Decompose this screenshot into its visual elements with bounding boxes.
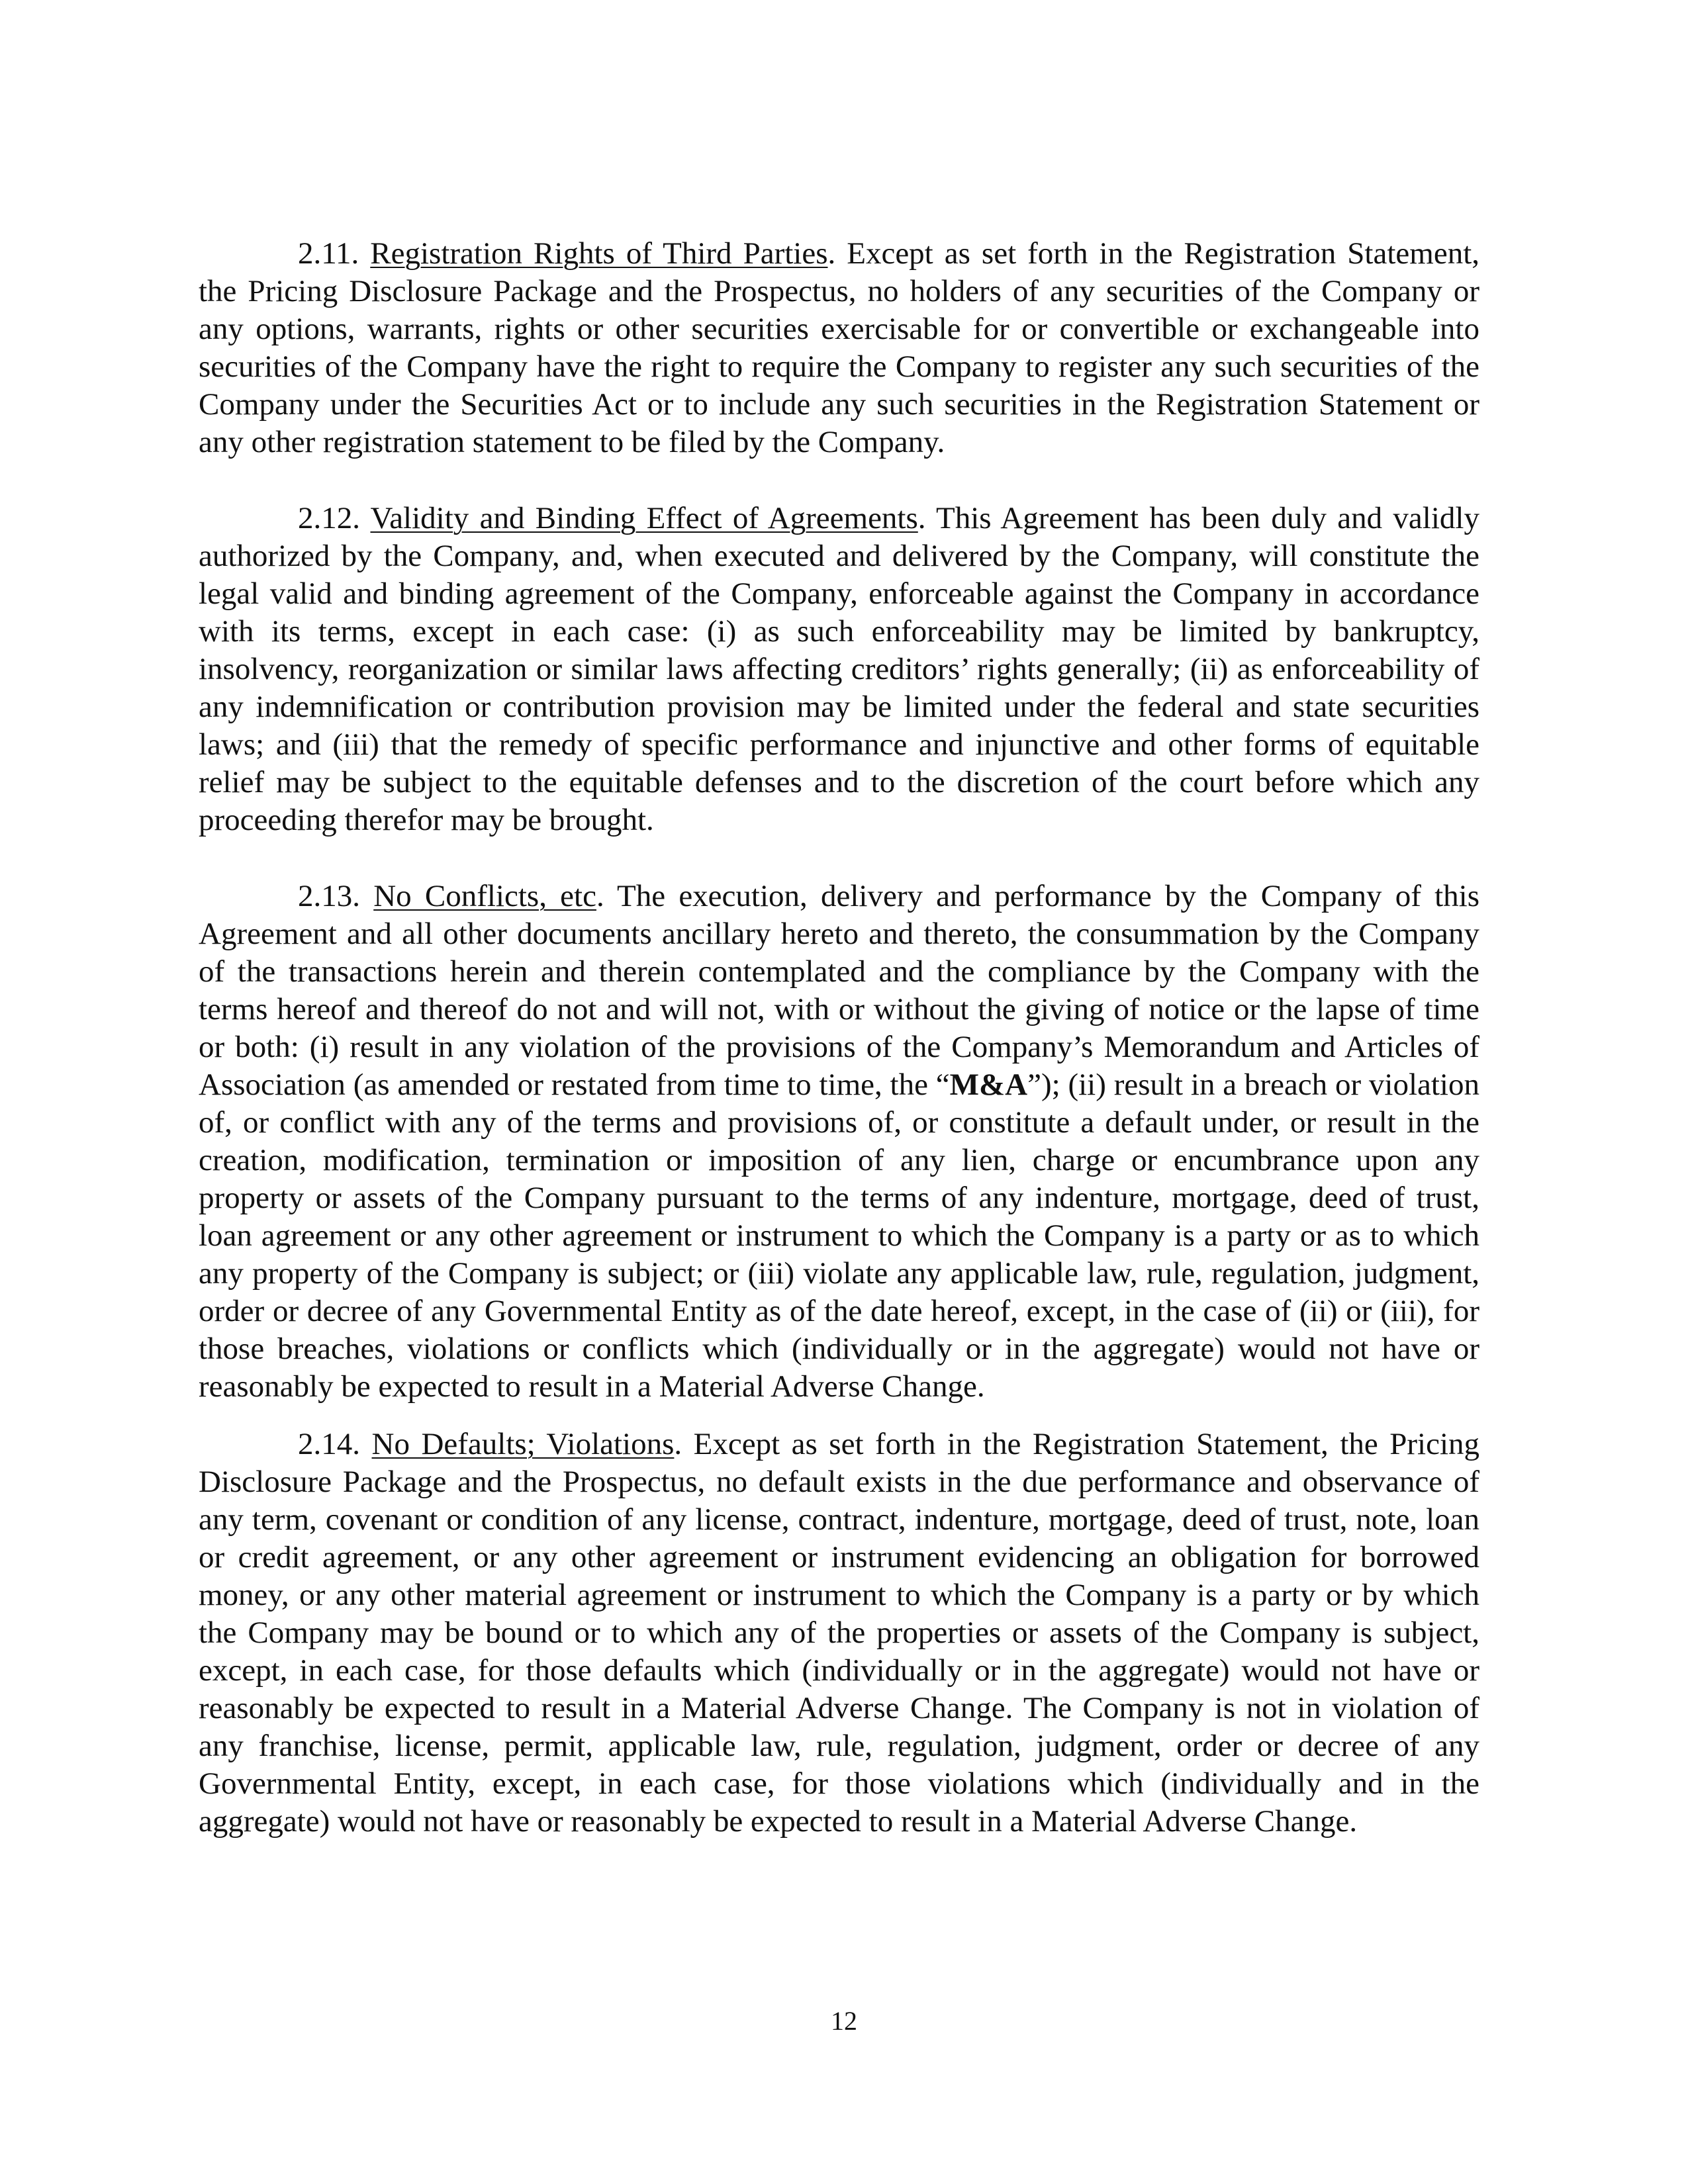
- section-body: . The execution, delivery and performance by the Company of this Agreement and all other documents ancillary hereto and thereto, the consummation by the Company of the transactions herein and therein contemplated and the compliance by the Company with the terms hereof and thereof do not and will not, with or without the giving of notice or the lapse of time or both: (i) result in any violation of the provisions of the Company’s Memorandum and Articles of Association (as amended or restated from time to time, the “: [199, 879, 1479, 1102]
- section-body-continued: ”); (ii) result in a breach or violation of, or conflict with any of the terms and provisions of, or constitute a default under, or result in the creation, modification, termination or imposition of any lien, charge or encumbrance upon any property or assets of the Company pursuant to the terms of any indenture, mortgage, deed of trust, loan agreement or any other agreement or instrument to which the Company is a party or as to which any property of the Company is subject; or (iii) violate any applicable law, rule, regulation, judgment, order or decree of any Governmental Entity as of the date hereof, except, in the case of (ii) or (iii), for those breaches, violations or conflicts which (individually or in the aggregate) would not have or reasonably be expected to result in a Material Adverse Change.: [199, 1068, 1479, 1404]
- section-2-13: [199, 878, 1479, 1406]
- section-body: . This Agreement has been duly and validly authorized by the Company, and, when executed and delivered by the Company, will constitute the legal valid and binding agreement of the Company, enforceable against the Company in accordance with its terms, except in each case: (i) as such enforceability may be limited by bankruptcy, insolvency, reorganization or similar laws affecting creditors’ rights generally; (ii) as enforceability of any indemnification or contribution provision may be limited under the federal and state securities laws; and (iii) that the remedy of specific performance and injunctive and other forms of equitable relief may be subject to the equitable defenses and to the discretion of the court before which any proceeding therefor may be brought.: [199, 501, 1479, 837]
- section-heading: No Defaults; Violations: [371, 1427, 675, 1461]
- section-number: 2.12.: [298, 501, 360, 535]
- section-heading: No Conflicts, etc: [373, 879, 596, 913]
- section-heading: Validity and Binding Effect of Agreements: [370, 501, 918, 535]
- section-number: 2.14.: [298, 1427, 360, 1461]
- section-body: . Except as set forth in the Registration Statement, the Pricing Disclosure Package and the Prospectus, no holders of any securities of the Company or any options, warrants, rights or other securities exercisable for or convertible or exchangeable into securities of the Company have the right to require the Company to register any such securities of the Company under the Securities Act or to include any such securities in the Registration Statement or any other registration statement to be filed by the Company.: [199, 236, 1479, 459]
- section-number: 2.11.: [298, 236, 359, 271]
- section-2-12: [199, 500, 1479, 839]
- section-2-14: [199, 1426, 1479, 1841]
- document-page: [199, 235, 1479, 1841]
- section-2-11: [199, 235, 1479, 461]
- section-number: 2.13.: [298, 879, 360, 913]
- section-body: . Except as set forth in the Registration Statement, the Pricing Disclosure Package and the Prospectus, no default exists in the due performance and observance of any term, covenant or condition of any license, contract, indenture, mortgage, deed of trust, note, loan or credit agreement, or any other agreement or instrument evidencing an obligation for borrowed money, or any other material agreement or instrument to which the Company is a party or by which the Company may be bound or to which any of the properties or assets of the Company is subject, except, in each case, for those defaults which (individually or in the aggregate) would not have or reasonably be expected to result in a Material Adverse Change. The Company is not in violation of any franchise, license, permit, applicable law, rule, regulation, judgment, order or decree of any Governmental Entity, except, in each case, for those violations which (individually and in the aggregate) would not have or reasonably be expected to result in a Material Adverse Change.: [199, 1427, 1480, 1839]
- defined-term: M&A: [949, 1068, 1028, 1102]
- section-heading: Registration Rights of Third Parties: [370, 236, 828, 271]
- page-number: 12: [831, 2006, 857, 2036]
